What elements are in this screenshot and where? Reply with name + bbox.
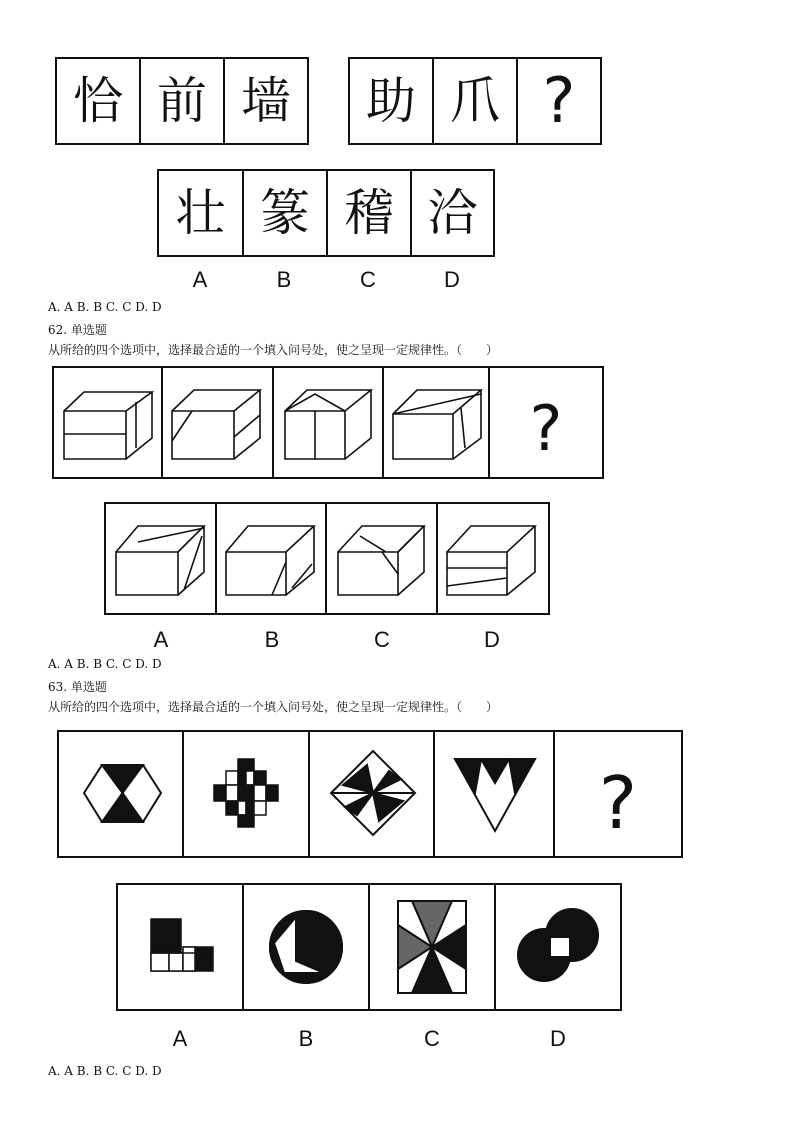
q63-stem-hexagon [84, 765, 161, 822]
q63-option-b[interactable] [270, 911, 342, 983]
q61-label-d: D [444, 267, 460, 292]
q63-question-mark: ? [598, 761, 638, 845]
q61-char-3: 墙 [241, 72, 291, 130]
q63-number: 63. 单选题 [48, 680, 107, 694]
q61-option-c[interactable]: 稽 [328, 171, 412, 255]
q62-option-d[interactable] [447, 526, 535, 595]
q62-stem-cube-3 [285, 390, 371, 459]
q62-label-b: B [264, 627, 280, 652]
q62-stem-cube-1 [64, 392, 152, 459]
q62-stem-figure-row [52, 366, 604, 479]
q62-instruction: 从所给的四个选项中，选择最合适的一个填入问号处，使之呈现一定规律性。（ ） [48, 343, 499, 357]
q62-label-c: C [374, 627, 390, 652]
q63-label-a: A [172, 1026, 188, 1051]
q61-char-4: 助 [350, 59, 434, 143]
q63-option-c[interactable] [398, 901, 466, 993]
q61-char-1: 恰 [57, 59, 141, 143]
q63-stem-inverted-triangle [455, 759, 535, 831]
q61-answer-line: A. A B. B C. C D. D [48, 300, 162, 314]
q62-number: 62. 单选题 [48, 323, 107, 337]
q63-stem-cross-mosaic [214, 759, 278, 827]
q62-stem-cube-4 [393, 390, 481, 459]
q62-question-mark: ? [529, 392, 563, 465]
q62-options-figure-row [104, 502, 550, 615]
q63-instruction: 从所给的四个选项中，选择最合适的一个填入问号处，使之呈现一定规律性。（ ） [48, 700, 499, 714]
q62-stem-cube-2 [172, 390, 260, 459]
q63-answer-line: A. A B. B C. C D. D [48, 1064, 162, 1078]
q61-stem-right-row [348, 57, 602, 145]
q61-options-row [157, 169, 495, 257]
q61-stem-left-row [55, 57, 309, 145]
q63-options-figure-row [116, 883, 622, 1011]
q61-char-5: 爪 [434, 59, 518, 143]
q63-stem-diamond [331, 751, 415, 835]
q61-option-b[interactable]: 篆 [244, 171, 328, 255]
q63-option-a[interactable] [151, 919, 213, 971]
q63-stem-figure-row [57, 730, 683, 858]
q61-label-b: B [276, 267, 292, 292]
q62-label-d: D [484, 627, 500, 652]
q62-option-a[interactable] [116, 526, 204, 595]
q61-question-mark: ? [542, 64, 576, 137]
q63-option-d[interactable] [518, 909, 598, 981]
q61-option-a[interactable]: 壮 [159, 171, 244, 255]
q61-label-a: A [192, 267, 208, 292]
q62-answer-line: A. A B. B C. C D. D [48, 657, 162, 671]
q62-label-a: A [153, 627, 169, 652]
q61-option-d[interactable]: 洽 [427, 184, 478, 242]
q62-option-b[interactable] [226, 526, 314, 595]
q61-char-2: 前 [141, 59, 225, 143]
q63-label-b: B [298, 1026, 314, 1051]
q63-label-d: D [550, 1026, 566, 1051]
q63-label-c: C [424, 1026, 440, 1051]
q62-option-c[interactable] [338, 526, 424, 595]
q61-label-c: C [360, 267, 376, 292]
